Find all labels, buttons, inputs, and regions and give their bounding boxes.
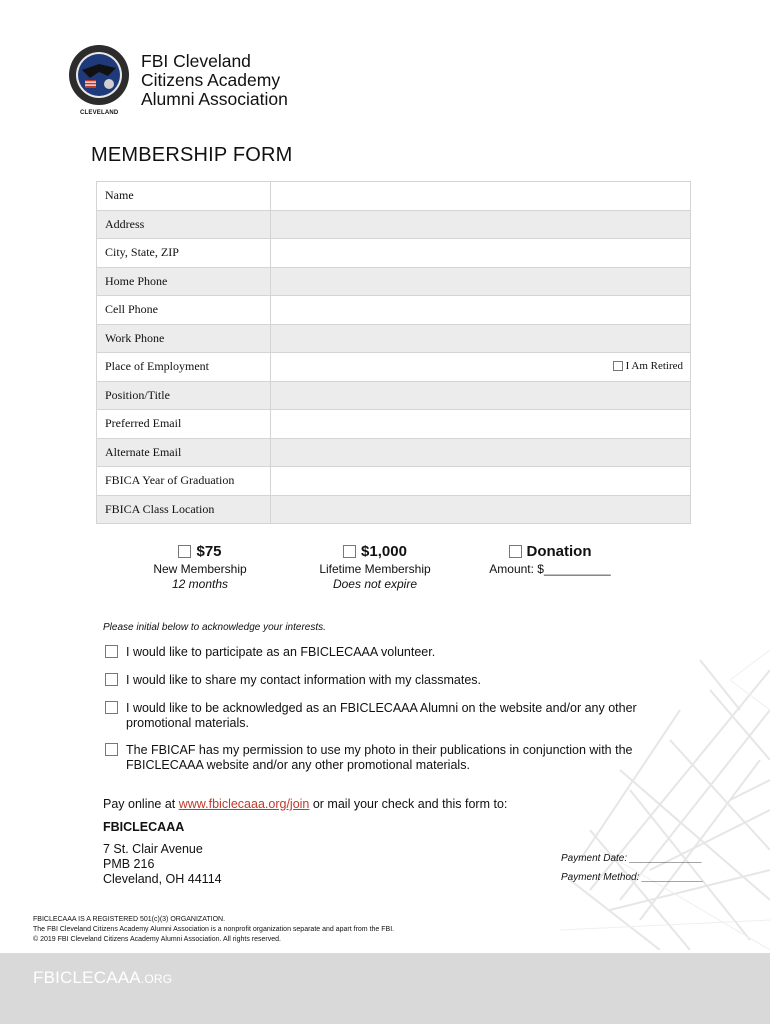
org-name	[141, 52, 288, 109]
work-phone-field[interactable]	[271, 324, 691, 353]
table-row	[97, 324, 691, 353]
retired-checkbox[interactable]	[613, 361, 623, 371]
tier-price: Donation	[526, 543, 592, 560]
address-line: Cleveland, OH 44114	[103, 872, 222, 886]
field-label-preferred-email: Preferred Email	[97, 410, 271, 439]
table-row	[97, 296, 691, 325]
interest-share-contact	[105, 673, 665, 688]
field-label-graduation-year: FBICA Year of Graduation	[97, 467, 271, 496]
class-location-field[interactable]	[271, 495, 691, 524]
member-fields-table	[96, 181, 691, 524]
page-title: MEMBERSHIP FORM	[91, 144, 293, 166]
legal-notes	[33, 915, 394, 945]
table-row	[97, 467, 691, 496]
org-name-line1: FBI Cleveland	[141, 51, 251, 71]
interest-checkbox[interactable]	[105, 743, 118, 756]
address-field[interactable]	[271, 210, 691, 239]
interest-volunteer	[105, 645, 665, 660]
home-phone-field[interactable]	[271, 267, 691, 296]
interest-text: I would like to participate as an FBICLECAAA volunteer.	[126, 645, 436, 659]
footer-band	[0, 953, 770, 1024]
field-label-position-title: Position/Title	[97, 381, 271, 410]
table-row	[97, 438, 691, 467]
table-row	[97, 495, 691, 524]
table-row	[97, 267, 691, 296]
field-label-cell-phone: Cell Phone	[97, 296, 271, 325]
address-line: 7 St. Clair Avenue	[103, 842, 203, 856]
field-label-name: Name	[97, 182, 271, 211]
interest-checkbox[interactable]	[105, 645, 118, 658]
alternate-email-field[interactable]	[271, 438, 691, 467]
field-label-place-of-employment: Place of Employment	[97, 353, 271, 382]
field-label-work-phone: Work Phone	[97, 324, 271, 353]
retired-option[interactable]	[613, 360, 683, 372]
donation-amount[interactable]: Amount: $__________	[489, 562, 611, 576]
pay-online-line	[103, 797, 507, 811]
city-map-graphic	[470, 650, 770, 950]
interest-checkbox[interactable]	[105, 701, 118, 714]
legal-note: FBICLECAAA IS A REGISTERED 501(c)(3) ORGANIZATION.	[33, 916, 226, 923]
tier-desc: New Membership	[153, 562, 247, 576]
tier-term: Does not expire	[332, 577, 418, 591]
table-row	[97, 410, 691, 439]
legal-note: © 2019 FBI Cleveland Citizens Academy Alumni Association. All rights reserved.	[33, 936, 281, 943]
position-title-field[interactable]	[271, 381, 691, 410]
field-label-home-phone: Home Phone	[97, 267, 271, 296]
preferred-email-field[interactable]	[271, 410, 691, 439]
table-row	[97, 210, 691, 239]
donation-checkbox[interactable]	[509, 545, 522, 558]
interest-photo-permission	[105, 743, 665, 773]
mail-org-name: FBICLECAAA	[103, 820, 185, 834]
legal-note: The FBI Cleveland Citizens Academy Alumni Association is a nonprofit organization separate and apart from the FBI.	[33, 926, 395, 933]
interest-checkbox[interactable]	[105, 673, 118, 686]
address-line: PMB 216	[103, 857, 155, 871]
table-row	[97, 182, 691, 211]
tier-term: 12 months	[171, 577, 229, 591]
pay-pre-text: Pay online at	[103, 797, 179, 811]
footer-website-suffix: .ORG	[140, 972, 173, 986]
tier-1000	[290, 544, 460, 592]
tier-price: $1,000	[361, 543, 407, 560]
initial-note: Please initial below to acknowledge your interests.	[103, 622, 326, 633]
table-row	[97, 239, 691, 268]
org-name-line3: Alumni Association	[141, 89, 288, 109]
city-state-zip-field[interactable]	[271, 239, 691, 268]
field-label-class-location: FBICA Class Location	[97, 495, 271, 524]
tier-desc: Lifetime Membership	[319, 562, 431, 576]
tier-donation	[465, 544, 635, 577]
field-label-address: Address	[97, 210, 271, 239]
logo-caption: CLEVELAND	[80, 110, 119, 116]
name-field[interactable]	[271, 182, 691, 211]
interest-text-cont: promotional materials.	[126, 716, 249, 730]
payment-date: Payment Date: _____________	[561, 853, 703, 864]
tier-1000-checkbox[interactable]	[343, 545, 356, 558]
retired-label: I Am Retired	[625, 360, 683, 372]
pay-post-text: or mail your check and this form to:	[309, 797, 508, 811]
fbi-seal-logo	[68, 44, 130, 106]
field-label-city-state-zip: City, State, ZIP	[97, 239, 271, 268]
cell-phone-field[interactable]	[271, 296, 691, 325]
interest-text: I would like to share my contact information with my classmates.	[126, 673, 481, 687]
interest-text-cont: FBICLECAAA website and/or any other promotional materials.	[126, 758, 470, 772]
payment-method: Payment Method: ___________	[561, 872, 704, 883]
place-of-employment-field[interactable]	[271, 353, 691, 382]
interest-acknowledged	[105, 701, 665, 731]
interest-text: The FBICAF has my permission to use my photo in their publications in conjunction with the	[126, 743, 633, 757]
join-link[interactable]: www.fbiclecaaa.org/join	[178, 797, 310, 811]
tier-75-checkbox[interactable]	[178, 545, 191, 558]
field-label-alternate-email: Alternate Email	[97, 438, 271, 467]
org-name-line2: Citizens Academy	[141, 70, 281, 90]
graduation-year-field[interactable]	[271, 467, 691, 496]
footer-website-main: FBICLECAAA	[33, 968, 141, 987]
tier-75	[115, 544, 285, 592]
interest-text: I would like to be acknowledged as an FBICLECAAA Alumni on the website and/or any other	[126, 701, 637, 715]
table-row	[97, 353, 691, 382]
table-row	[97, 381, 691, 410]
tier-price: $75	[196, 543, 222, 560]
footer-website	[33, 968, 172, 988]
mailing-address	[103, 842, 222, 887]
